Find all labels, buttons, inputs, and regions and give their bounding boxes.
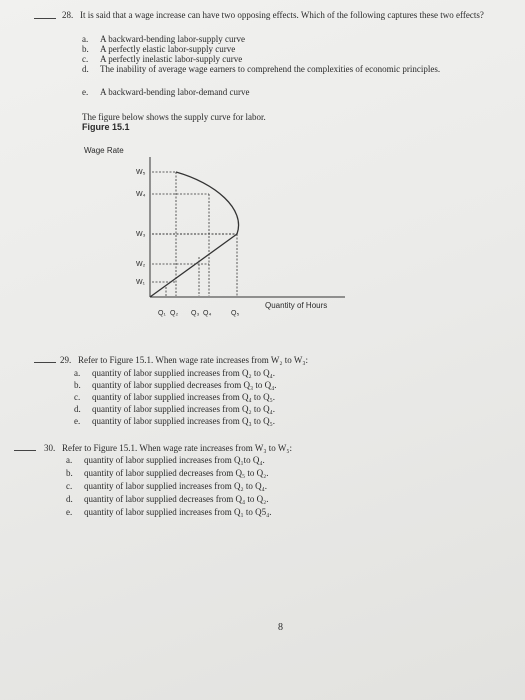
answer-blank-28[interactable]	[34, 18, 56, 19]
option-30-a: a. quantity of labor supplied increases from Q₁to Q₄.	[66, 455, 265, 465]
answer-blank-30[interactable]	[14, 450, 36, 451]
qty-label-q3: Q₃	[191, 310, 200, 317]
page-number: 8	[278, 622, 283, 633]
wage-label-w4: W₄	[136, 191, 146, 198]
x-axis-label: Quantity of Hours	[265, 301, 328, 310]
option-29-d: d. quantity of labor supplied increases from Q₂ to Q₄.	[74, 404, 275, 414]
question-stem-28: It is said that a wage increase can have two opposing effects. Which of the following captures these two effects?	[80, 10, 484, 20]
figure-title: Figure 15.1	[82, 122, 130, 132]
option-30-e: e. quantity of labor supplied increases from Q₁ to Q5₄.	[66, 507, 272, 517]
option-28-a: a. A backward-bending labor-supply curve	[82, 34, 246, 44]
option-29-b: b. quantity of labor supplied decreases from Q₃ to Q₄.	[74, 380, 277, 390]
option-28-c: c. A perfectly inelastic labor-supply curve	[82, 54, 243, 64]
option-30-c: c. quantity of labor supplied increases from Q₂ to Q₄.	[66, 481, 267, 491]
qty-label-q1: Q₁	[158, 310, 166, 317]
question-number-30: 30.	[44, 443, 56, 453]
qty-label-q5: Q₅	[231, 310, 240, 317]
option-30-b: b. quantity of labor supplied decreases from Q₅ to Q₂.	[66, 468, 269, 478]
qty-label-q2: Q₂	[170, 310, 179, 317]
answer-blank-29[interactable]	[34, 362, 56, 363]
labor-supply-figure	[0, 135, 525, 335]
question-number-29: 29.	[60, 355, 72, 365]
wage-label-w1: W₁	[136, 279, 145, 286]
wage-label-w3: W₃	[136, 231, 146, 238]
option-28-d: d. The inability of average wage earners to comprehend the complexities of economic principles.	[82, 64, 441, 74]
figure-intro: The figure below shows the supply curve for labor.	[82, 112, 266, 122]
question-stem-29: Refer to Figure 15.1. When wage rate increases from W₂ to W₃:	[78, 355, 308, 365]
question-number-28: 28.	[62, 10, 74, 20]
option-30-d: d. quantity of labor supplied decreases from Q₄ to Q₂.	[66, 494, 269, 504]
option-28-b: b. A perfectly elastic labor-supply curve	[82, 44, 236, 54]
option-29-e: e. quantity of labor supplied increases from Q₃ to Q₅.	[74, 416, 275, 426]
wage-label-w5: W₅	[136, 169, 146, 176]
option-29-a: a. quantity of labor supplied increases from Q₂ to Q₄.	[74, 368, 275, 378]
wage-label-w2: W₂	[136, 261, 146, 268]
option-28-e: e. A backward-bending labor-demand curve	[82, 87, 250, 97]
option-29-c: c. quantity of labor supplied increases from Q₄ to Q₅.	[74, 392, 275, 402]
y-axis-label: Wage Rate	[84, 146, 124, 155]
qty-label-q4: Q₄	[203, 310, 212, 317]
question-stem-30: Refer to Figure 15.1. When wage rate increases from W₃ to W₅:	[62, 443, 292, 453]
